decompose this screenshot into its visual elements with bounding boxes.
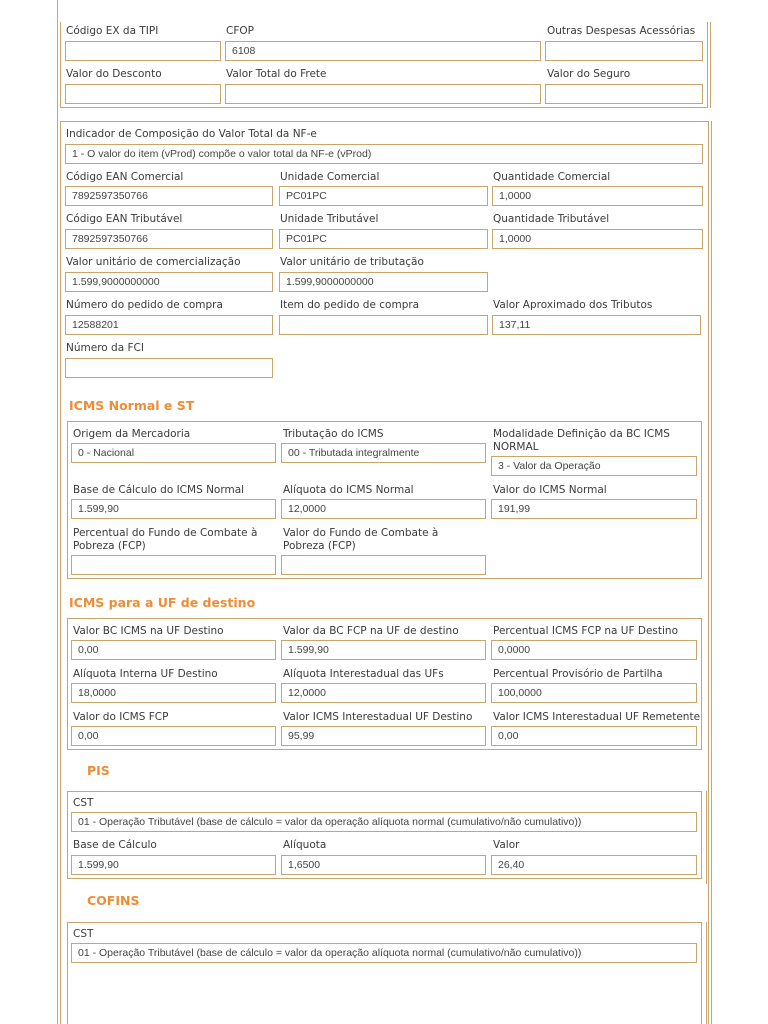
frame-right-line-2: [710, 22, 711, 108]
icms-perc-fcp-label: Percentual do Fundo de Combate à Pobreza (FCP): [73, 527, 258, 552]
valor-icms-fcp-label: Valor do ICMS FCP: [73, 711, 169, 723]
ean-tributavel-label: Código EAN Tributável: [66, 213, 183, 225]
icms-modalidade-label: Modalidade Definição da BC ICMS NORMAL: [493, 428, 670, 453]
cfop-field[interactable]: 6108: [225, 41, 541, 61]
icms-valor-field[interactable]: 191,99: [491, 499, 697, 519]
vunit-comerc-field[interactable]: 1.599,9000000000: [65, 272, 273, 292]
valor-tributos-field[interactable]: 137,11: [492, 315, 701, 335]
aliq-interna-field[interactable]: 18,0000: [71, 683, 276, 703]
top-section-bottom-line: [60, 107, 708, 108]
num-fci-field[interactable]: [65, 358, 273, 378]
icms-base-calculo-label: Base de Cálculo do ICMS Normal: [73, 484, 245, 496]
aliq-interna-label: Alíquota Interna UF Destino: [73, 668, 218, 680]
produto-right-line-2: [711, 121, 712, 1024]
cofins-cst-label: CST: [73, 928, 94, 940]
icms-modalidade-field[interactable]: 3 - Valor da Operação: [491, 456, 697, 476]
vunit-trib-label: Valor unitário de tributação: [280, 256, 424, 268]
outras-despesas-label: Outras Despesas Acessórias: [547, 25, 696, 37]
item-pedido-field[interactable]: [279, 315, 488, 335]
valor-seguro-field[interactable]: [545, 84, 703, 104]
pis-aliquota-label: Alíquota: [283, 839, 327, 851]
ean-comercial-label: Código EAN Comercial: [66, 171, 184, 183]
aliq-interestadual-label: Alíquota Interestadual das UFs: [283, 668, 444, 680]
qtd-comercial-field[interactable]: 1,0000: [492, 186, 703, 206]
indicador-field[interactable]: 1 - O valor do item (vProd) compõe o valor total da NF-e (vProd): [65, 144, 703, 164]
codigo-ex-tipi-label: Código EX da TIPI: [66, 25, 159, 37]
cofins-right-line: [706, 922, 707, 1024]
ean-tributavel-field[interactable]: 7892597350766: [65, 229, 273, 249]
pis-right-line: [706, 791, 707, 884]
valor-inter-dest-label: Valor ICMS Interestadual UF Destino: [283, 711, 473, 723]
pis-cst-field[interactable]: 01 - Operação Tributável (base de cálculo = valor da operação alíquota normal (cumulativo/não cumulativo)): [71, 812, 697, 832]
indicador-label: Indicador de Composição do Valor Total da NF-e: [66, 128, 317, 140]
valor-frete-field[interactable]: [225, 84, 541, 104]
valor-desconto-field[interactable]: [65, 84, 221, 104]
icms-perc-fcp-field[interactable]: [71, 555, 276, 575]
pis-section-title: PIS: [87, 763, 110, 778]
cofins-cst-field[interactable]: 01 - Operação Tributável (base de cálculo = valor da operação alíquota normal (cumulativo/não cumulativo)): [71, 943, 697, 963]
num-pedido-field[interactable]: 12588201: [65, 315, 273, 335]
valor-frete-label: Valor Total do Frete: [226, 68, 327, 80]
valor-inter-rem-field[interactable]: 0,00: [491, 726, 697, 746]
valor-icms-fcp-field[interactable]: 0,00: [71, 726, 276, 746]
pis-cst-label: CST: [73, 797, 94, 809]
qtd-comercial-label: Quantidade Comercial: [493, 171, 611, 183]
valor-inter-rem-label: Valor ICMS Interestadual UF Remetente: [493, 711, 701, 723]
icms-valor-fcp-field[interactable]: [281, 555, 486, 575]
valor-inter-dest-field[interactable]: 95,99: [281, 726, 486, 746]
pis-base-calculo-field[interactable]: 1.599,90: [71, 855, 276, 875]
bc-fcp-uf-dest-label: Valor da BC FCP na UF de destino: [283, 625, 459, 637]
unid-tributavel-label: Unidade Tributável: [280, 213, 379, 225]
pis-valor-field[interactable]: 26,40: [491, 855, 697, 875]
frame-right-line: [707, 22, 708, 108]
pis-aliquota-field[interactable]: 1,6500: [281, 855, 486, 875]
item-pedido-label: Item do pedido de compra: [280, 299, 420, 311]
ean-comercial-field[interactable]: 7892597350766: [65, 186, 273, 206]
vunit-trib-field[interactable]: 1.599,9000000000: [279, 272, 488, 292]
unid-comercial-field[interactable]: PC01PC: [279, 186, 488, 206]
num-fci-label: Número da FCI: [66, 342, 144, 354]
valor-seguro-label: Valor do Seguro: [547, 68, 631, 80]
pis-base-calculo-label: Base de Cálculo: [73, 839, 157, 851]
valor-tributos-label: Valor Aproximado dos Tributos: [493, 299, 653, 311]
perc-fcp-uf-dest-label: Percentual ICMS FCP na UF Destino: [493, 625, 679, 637]
outras-despesas-field[interactable]: [545, 41, 703, 61]
icms-section-title: ICMS Normal e ST: [69, 398, 195, 413]
bc-uf-dest-label: Valor BC ICMS na UF Destino: [73, 625, 224, 637]
bc-uf-dest-field[interactable]: 0,00: [71, 640, 276, 660]
bc-fcp-uf-dest-field[interactable]: 1.599,90: [281, 640, 486, 660]
num-pedido-label: Número do pedido de compra: [66, 299, 223, 311]
qtd-tributavel-field[interactable]: 1,0000: [492, 229, 703, 249]
aliq-interestadual-field[interactable]: 12,0000: [281, 683, 486, 703]
frame-left-line: [57, 0, 58, 1024]
cfop-label: CFOP: [226, 25, 254, 37]
codigo-ex-tipi-field[interactable]: [65, 41, 221, 61]
qtd-tributavel-label: Quantidade Tributável: [493, 213, 610, 225]
valor-desconto-label: Valor do Desconto: [66, 68, 162, 80]
vunit-comerc-label: Valor unitário de comercialização: [66, 256, 241, 268]
unid-comercial-label: Unidade Comercial: [280, 171, 380, 183]
icms-valor-label: Valor do ICMS Normal: [493, 484, 607, 496]
icms-origem-label: Origem da Mercadoria: [73, 428, 191, 440]
icms-valor-fcp-label: Valor do Fundo de Combate à Pobreza (FCP): [283, 527, 439, 552]
perc-fcp-uf-dest-field[interactable]: 0,0000: [491, 640, 697, 660]
icms-aliquota-field[interactable]: 12,0000: [281, 499, 486, 519]
frame-left-line-inner: [60, 22, 61, 108]
perc-partilha-field[interactable]: 100,0000: [491, 683, 697, 703]
unid-tributavel-field[interactable]: PC01PC: [279, 229, 488, 249]
cofins-section-title: COFINS: [87, 893, 140, 908]
icms-origem-field[interactable]: 0 - Nacional: [71, 443, 276, 463]
cofins-box: [67, 922, 702, 1024]
pis-valor-label: Valor: [493, 839, 520, 851]
perc-partilha-label: Percentual Provisório de Partilha: [493, 668, 663, 680]
icms-tributacao-label: Tributação do ICMS: [283, 428, 384, 440]
icms-aliquota-label: Alíquota do ICMS Normal: [283, 484, 414, 496]
icms-base-calculo-field[interactable]: 1.599,90: [71, 499, 276, 519]
icms-tributacao-field[interactable]: 00 - Tributada integralmente: [281, 443, 486, 463]
icms-uf-section-title: ICMS para a UF de destino: [69, 595, 256, 610]
